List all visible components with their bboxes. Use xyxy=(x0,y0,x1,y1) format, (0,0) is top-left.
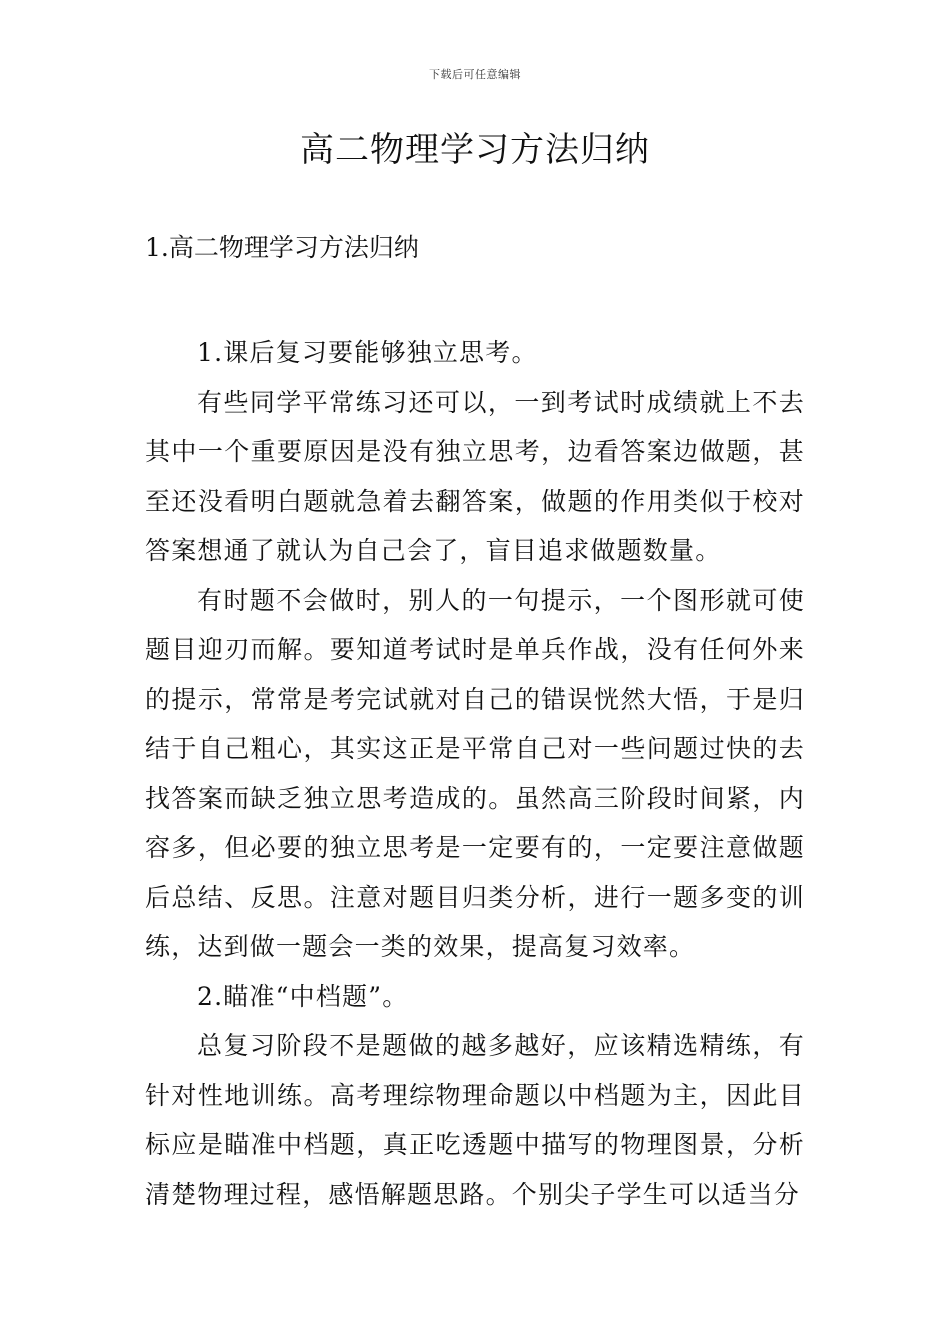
section-heading: 1.高二物理学习方法归纳 xyxy=(145,233,419,262)
document-body xyxy=(145,328,805,1219)
document-title: 高二物理学习方法归纳 xyxy=(300,130,650,170)
paragraph: 有时题不会做时，别人的一句提示，一个图形就可使题目迎刃而解。要知道考试时是单兵作战，没有任何外来的提示，常常是考完试就对自己的错误恍然大悟，于是归结于自己粗心，其实这正是平常自己对一些问题过快的去找答案而缺乏独立思考造成的。虽然高三阶段时间紧，内容多，但必要的独立思考是一定要有的，一定要注意做题后总结、反思。注意对题目归类分析，进行一题多变的训练，达到做一题会一类的效果，提高复习效率。 xyxy=(145,585,805,961)
paragraph-subheading-2: 2.瞄准“中档题”。 xyxy=(197,981,409,1011)
paragraph-subheading-1: 1.课后复习要能够独立思考。 xyxy=(197,338,538,367)
paragraph: 总复习阶段不是题做的越多越好，应该精选精练，有针对性地训练。高考理综物理命题以中档题为主，因此目标应是瞄准中档题，真正吃透题中描写的物理图景，分析清楚物理过程，感悟解题思路。个别尖子学生可以适当分 xyxy=(145,1031,805,1209)
paragraph: 有些同学平常练习还可以，一到考试时成绩就上不去其中一个重要原因是没有独立思考，边看答案边做题，甚至还没看明白题就急着去翻答案，做题的作用类似于校对答案想通了就认为自己会了，盲目追求做题数量。 xyxy=(145,387,805,565)
header-note: 下载后可任意编辑 xyxy=(429,68,521,81)
